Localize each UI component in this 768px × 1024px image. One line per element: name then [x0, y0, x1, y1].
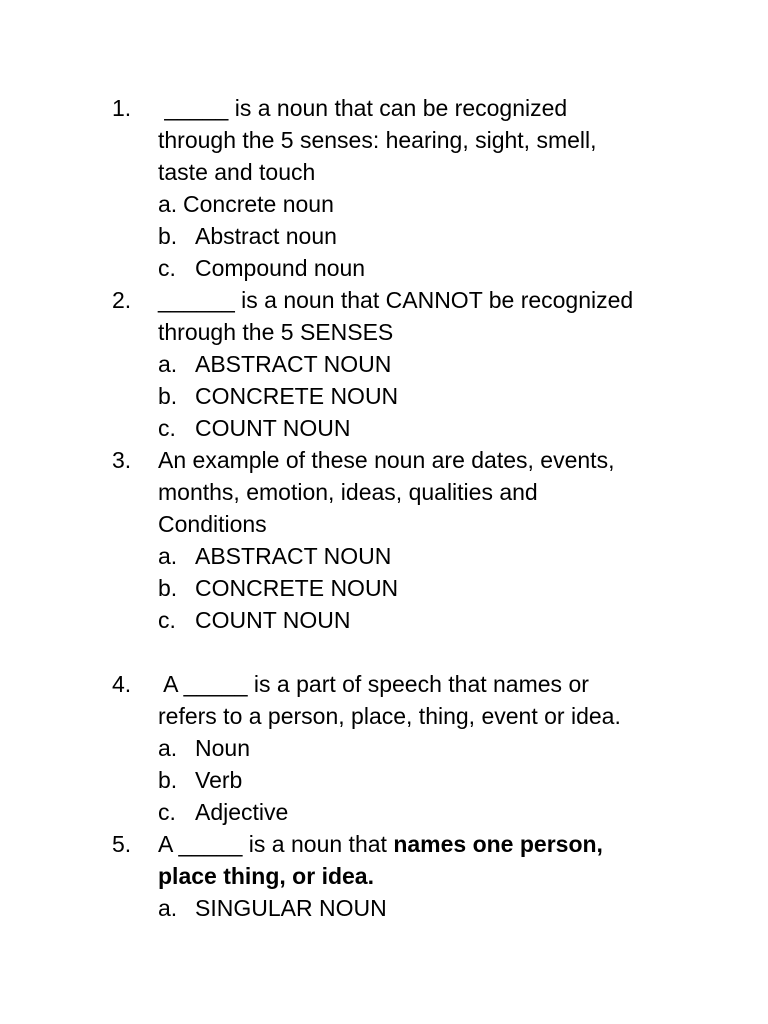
- option-list: [158, 188, 712, 284]
- question-stem-line: An example of these noun are dates, events,: [158, 447, 615, 473]
- option-letter: c.: [158, 799, 176, 825]
- option-text: CONCRETE NOUN: [195, 383, 399, 409]
- option-letter: c.: [158, 255, 176, 281]
- option-text: Abstract noun: [195, 223, 337, 249]
- option-letter: b.: [158, 383, 178, 409]
- option-b: [158, 220, 712, 252]
- option-c: [158, 412, 712, 444]
- option-list: [158, 540, 712, 636]
- question-number: 3.: [112, 447, 132, 473]
- option-text: COUNT NOUN: [195, 607, 351, 633]
- question-2: [112, 284, 712, 444]
- option-text: Noun: [195, 735, 250, 761]
- question-stem-line: through the 5 SENSES: [158, 319, 394, 345]
- option-letter: b.: [158, 767, 178, 793]
- option-text: Adjective: [195, 799, 289, 825]
- option-list: [158, 892, 712, 924]
- option-text: ABSTRACT NOUN: [195, 543, 392, 569]
- option-list: [158, 348, 712, 444]
- option-letter: b.: [158, 575, 178, 601]
- option-text: Concrete noun: [183, 191, 334, 217]
- question-4: [112, 668, 712, 828]
- question-stem-line: _____ is a noun that can be recognized: [158, 95, 568, 121]
- blank-line: [112, 636, 712, 668]
- question-stem-bold-line: place thing, or idea.: [158, 863, 374, 889]
- option-letter: c.: [158, 607, 176, 633]
- question-stem-line: refers to a person, place, thing, event or idea.: [158, 703, 621, 729]
- option-a: [158, 892, 712, 924]
- option-c: [158, 796, 712, 828]
- option-letter: c.: [158, 415, 176, 441]
- question-number: 5.: [112, 831, 132, 857]
- quiz-list: [112, 92, 712, 924]
- question-stem-line: taste and touch: [158, 159, 316, 185]
- option-text: Verb: [195, 767, 243, 793]
- question-stem-line: through the 5 senses: hearing, sight, smell,: [158, 127, 597, 153]
- question-stem-line: months, emotion, ideas, qualities and: [158, 479, 538, 505]
- question-stem-line: [158, 828, 712, 860]
- option-text: CONCRETE NOUN: [195, 575, 399, 601]
- option-letter: a.: [158, 543, 178, 569]
- option-letter: a.: [158, 191, 178, 217]
- option-a: [158, 348, 712, 380]
- question-stem-line: A _____ is a part of speech that names or: [158, 671, 589, 697]
- option-text: Compound noun: [195, 255, 366, 281]
- question-5: [112, 828, 712, 924]
- option-a: [158, 732, 712, 764]
- question-stem-plain: A _____ is a noun that: [158, 831, 394, 857]
- option-b: [158, 380, 712, 412]
- option-letter: a.: [158, 735, 178, 761]
- option-list: [158, 732, 712, 828]
- question-number: 2.: [112, 287, 132, 313]
- question-stem-line: Conditions: [158, 511, 267, 537]
- option-letter: a.: [158, 895, 178, 921]
- option-text: SINGULAR NOUN: [195, 895, 387, 921]
- question-1: [112, 92, 712, 284]
- option-c: [158, 604, 712, 636]
- option-text: COUNT NOUN: [195, 415, 351, 441]
- question-stem-line: ______ is a noun that CANNOT be recognized: [158, 287, 634, 313]
- option-b: [158, 572, 712, 604]
- option-b: [158, 764, 712, 796]
- option-a: [158, 188, 712, 220]
- option-c: [158, 252, 712, 284]
- question-stem-bold: names one person,: [393, 831, 603, 857]
- option-a: [158, 540, 712, 572]
- option-text: ABSTRACT NOUN: [195, 351, 392, 377]
- question-number: 4.: [112, 671, 132, 697]
- question-number: 1.: [112, 95, 132, 121]
- question-3: [112, 444, 712, 636]
- option-letter: a.: [158, 351, 178, 377]
- option-letter: b.: [158, 223, 178, 249]
